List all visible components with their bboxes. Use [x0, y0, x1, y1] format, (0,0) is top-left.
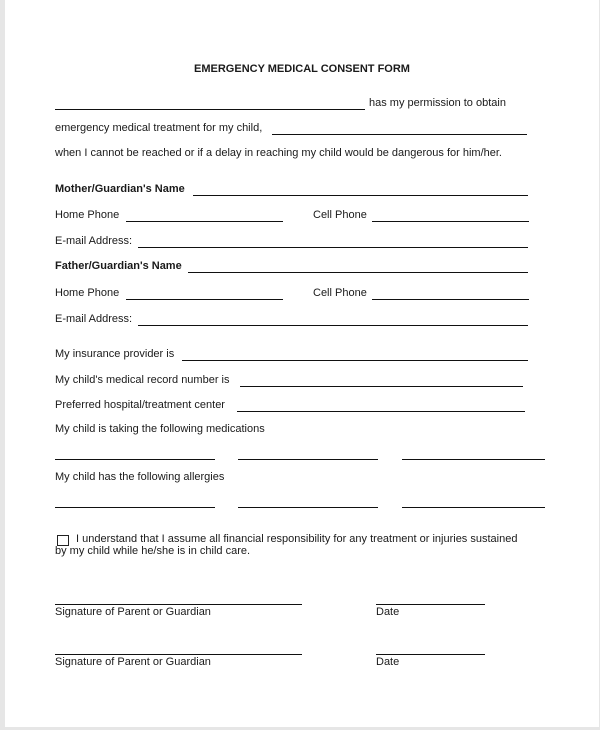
- allergy-field-3[interactable]: [402, 507, 545, 508]
- father-home-phone-label: Home Phone: [55, 287, 120, 299]
- insurance-field[interactable]: [182, 360, 528, 361]
- mother-home-phone-field[interactable]: [126, 221, 283, 222]
- signature-label-1: Signature of Parent or Guardian: [55, 606, 211, 618]
- hospital-field[interactable]: [237, 411, 525, 412]
- medication-field-3[interactable]: [402, 459, 545, 460]
- mother-home-phone-label: Home Phone: [55, 209, 120, 221]
- father-email-label: E-mail Address:: [55, 313, 133, 325]
- mother-email-label: E-mail Address:: [55, 235, 133, 247]
- mother-email-field[interactable]: [138, 247, 528, 248]
- consent-form-page: [5, 0, 599, 727]
- mother-cell-phone-field[interactable]: [372, 221, 529, 222]
- medication-field-1[interactable]: [55, 459, 215, 460]
- hospital-label: Preferred hospital/treatment center: [55, 399, 225, 411]
- mother-cell-phone-label: Cell Phone: [313, 209, 367, 221]
- intro-text-3: when I cannot be reached or if a delay in reaching my child would be dangerous for him/her.: [55, 147, 502, 159]
- father-cell-phone-field[interactable]: [372, 299, 529, 300]
- signature-field-1[interactable]: [55, 604, 302, 605]
- father-cell-phone-label: Cell Phone: [313, 287, 367, 299]
- signature-field-2[interactable]: [55, 654, 302, 655]
- acknowledgement-text-2: by my child while he/she is in child care.: [55, 545, 251, 557]
- signature-label-2: Signature of Parent or Guardian: [55, 656, 211, 668]
- father-email-field[interactable]: [138, 325, 528, 326]
- father-name-label: Father/Guardian's Name: [55, 260, 182, 272]
- father-home-phone-field[interactable]: [126, 299, 283, 300]
- date-label-1: Date: [376, 606, 400, 618]
- acknowledgement-text-1: I understand that I assume all financial responsibility for any treatment or injuries sustained: [76, 533, 518, 545]
- allergies-label: My child has the following allergies: [55, 471, 225, 483]
- allergy-field-1[interactable]: [55, 507, 215, 508]
- form-title: EMERGENCY MEDICAL CONSENT FORM: [194, 63, 410, 75]
- medications-label: My child is taking the following medications: [55, 423, 265, 435]
- mother-name-label: Mother/Guardian's Name: [55, 183, 185, 195]
- insurance-label: My insurance provider is: [55, 348, 175, 360]
- record-number-label: My child's medical record number is: [55, 374, 230, 386]
- mother-name-field[interactable]: [193, 195, 528, 196]
- intro-text-2: emergency medical treatment for my child,: [55, 122, 263, 134]
- intro-text-1: has my permission to obtain: [369, 97, 506, 109]
- date-label-2: Date: [376, 656, 400, 668]
- child-name-field[interactable]: [272, 134, 527, 135]
- allergy-field-2[interactable]: [238, 507, 378, 508]
- date-field-2[interactable]: [376, 654, 485, 655]
- date-field-1[interactable]: [376, 604, 485, 605]
- medication-field-2[interactable]: [238, 459, 378, 460]
- record-number-field[interactable]: [240, 386, 523, 387]
- father-name-field[interactable]: [188, 272, 528, 273]
- authorized-person-field[interactable]: [55, 109, 365, 110]
